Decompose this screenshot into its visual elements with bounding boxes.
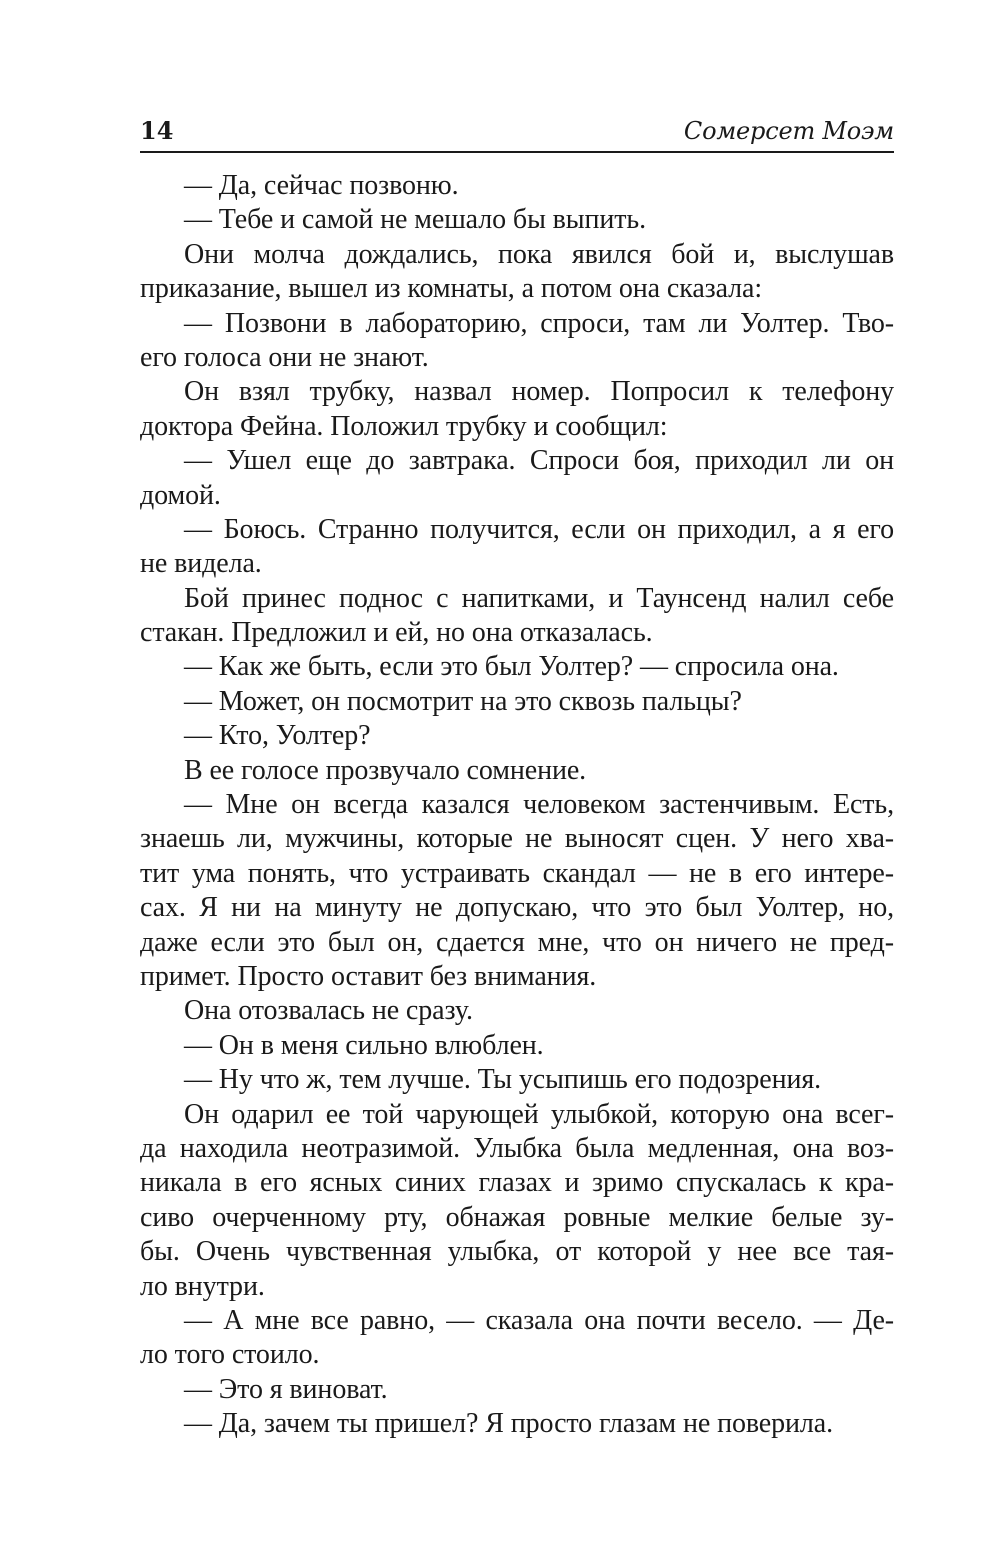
text-line: — Он в меня сильно влюблен.	[184, 1029, 544, 1061]
text-line: Она отозвалась не сразу.	[184, 995, 473, 1027]
text-line: — Ушел еще до завтрака. Спроси боя, приходил ли он	[184, 445, 894, 477]
text-line: стакан. Предложил и ей, но она отказалась.	[140, 617, 653, 649]
text-line: — Тебе и самой не мешало бы выпить.	[184, 204, 646, 236]
text-line: — Да, зачем ты пришел? Я просто глазам не поверила.	[184, 1408, 834, 1440]
text-line: — А мне все равно, — сказала она почти весело. — Де-	[184, 1304, 894, 1336]
text-line: доктора Фейна. Положил трубку и сообщил:	[140, 410, 668, 442]
text-line: его голоса они не знают.	[140, 341, 429, 373]
text-line: Они молча дождались, пока явился бой и, выслушав	[184, 238, 894, 270]
text-line: домой.	[140, 479, 221, 511]
text-line: бы. Очень чувственная улыбка, от которой у нее все тая-	[140, 1236, 894, 1268]
text-line: — Кто, Уолтер?	[184, 720, 371, 752]
text-line: — Боюсь. Странно получится, если он приходил, а я его	[184, 513, 894, 545]
text-line: Он взял трубку, назвал номер. Попросил к телефону	[184, 376, 894, 408]
text-line: ло внутри.	[140, 1270, 265, 1302]
running-head-author: Сомерсет Моэм	[683, 117, 894, 145]
text-line: приказание, вышел из комнаты, а потом она сказала:	[140, 273, 763, 305]
text-line: сиво очерченному рту, обнажая ровные мелкие белые зу-	[140, 1201, 894, 1233]
text-line: даже если это был он, сдается мне, что он ничего не пред-	[140, 926, 894, 958]
text-line: знаешь ли, мужчины, которые не выносят сцен. У него хва-	[140, 823, 894, 855]
text-line: — Да, сейчас позвоню.	[184, 170, 459, 201]
text-line: — Как же быть, если это был Уолтер? — спросила она.	[184, 651, 839, 683]
page-number: 14	[140, 116, 174, 145]
text-line: Бой принес поднос с напитками, и Таунсенд налил себе	[184, 582, 894, 614]
text-line: — Мне он всегда казался человеком застенчивым. Есть,	[184, 789, 894, 821]
text-line: ло того стоило.	[140, 1339, 320, 1371]
text-line: В ее голосе прозвучало сомнение.	[184, 754, 587, 786]
text-line: да находила неотразимой. Улыбка была медленная, она воз-	[140, 1132, 894, 1164]
text-line: — Это я виноват.	[184, 1373, 388, 1405]
text-line: сах. Я ни на минуту не допускаю, что это был Уолтер, но,	[140, 892, 894, 924]
text-line: — Может, он посмотрит на это сквозь пальцы?	[184, 685, 742, 717]
running-header	[140, 114, 894, 150]
text-line: примет. Просто оставит без внимания.	[140, 960, 597, 992]
text-line: тит ума понять, что устраивать скандал — не в его интере-	[140, 857, 894, 889]
text-line: не видела.	[140, 548, 262, 580]
text-line: Он одарил ее той чарующей улыбкой, которую она всег-	[184, 1098, 894, 1130]
text-line: — Позвони в лабораторию, спроси, там ли Уолтер. Тво-	[184, 307, 894, 339]
text-line: никала в его ясных синих глазах и зримо спускалась к кра-	[140, 1167, 894, 1199]
body-text	[140, 169, 894, 1441]
header-rule	[140, 151, 894, 153]
text-line: — Ну что ж, тем лучше. Ты усыпишь его подозрения.	[184, 1064, 822, 1096]
